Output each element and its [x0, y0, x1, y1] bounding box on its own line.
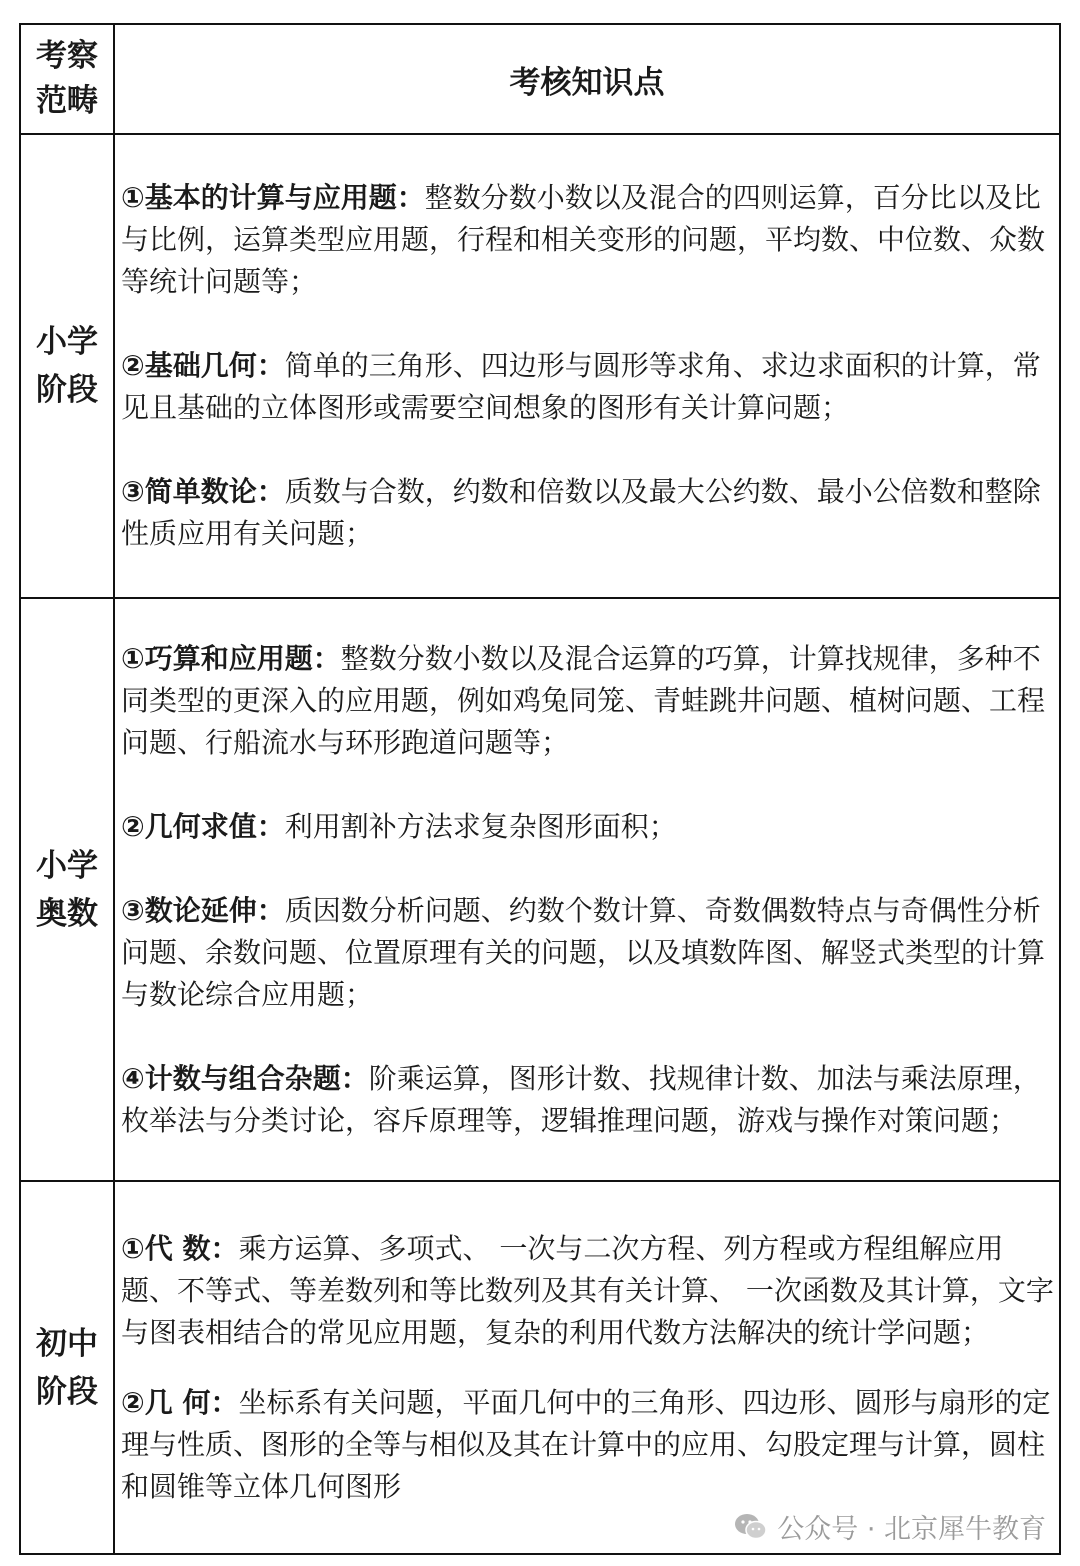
- item-text: 整数分数小数以及混合的四则运算，百分比以及比与比例，运算类型应用题，行程和相关变形的问题，平均数、中位数、众数等统计问题等；: [121, 181, 1046, 298]
- list-item: [121, 1228, 1055, 1354]
- row-category: 小学阶段: [20, 134, 114, 598]
- item-label: ④计数与组合杂题：: [121, 1061, 369, 1095]
- watermark: [733, 1507, 1046, 1546]
- item-text: 坐标系有关问题，平面几何中的三角形、四边形、圆形与扇形的定理与性质、图形的全等与相似及其在计算中的应用、勾股定理与计算，圆柱和圆锥等立体几何图形: [121, 1385, 1051, 1503]
- list-item: [121, 638, 1055, 764]
- row-category: 小学奥数: [20, 598, 114, 1181]
- row-content: [114, 134, 1060, 598]
- knowledge-table: [19, 23, 1061, 1555]
- list-item: [121, 1058, 1055, 1142]
- table-header-row: [20, 24, 1060, 134]
- item-text: 质因数分析问题、约数个数计算、奇数偶数特点与奇偶性分析问题、余数问题、位置原理有关的问题，以及填数阵图、解竖式类型的计算与数论综合应用题；: [121, 893, 1046, 1011]
- wechat-icon: [733, 1512, 769, 1542]
- row-content: [114, 1181, 1060, 1554]
- item-label: ①代 数：: [121, 1231, 239, 1265]
- list-item: [121, 806, 1055, 848]
- row-content: [114, 598, 1060, 1181]
- item-text: 整数分数小数以及混合运算的巧算，计算找规律，多种不同类型的更深入的应用题，例如鸡兔同笼、青蛙跳井问题、植树问题、工程问题、行船流水与环形跑道问题等；: [121, 641, 1046, 759]
- table-row: [20, 598, 1060, 1181]
- item-text: 阶乘运算，图形计数、找规律计数、加法与乘法原理，枚举法与分类讨论，容斥原理等，逻辑推理问题，游戏与操作对策问题；: [121, 1061, 1041, 1137]
- item-label: ②几何求值：: [121, 809, 285, 843]
- item-label: ①巧算和应用题：: [121, 641, 341, 675]
- list-item: [121, 471, 1055, 555]
- item-label: ③简单数论：: [121, 475, 285, 508]
- list-item: [121, 177, 1055, 303]
- table-row: [20, 1181, 1060, 1554]
- header-category: 考察范畴: [20, 24, 114, 134]
- list-item: [121, 1382, 1055, 1508]
- item-text: 简单的三角形、四边形与圆形等求角、求边求面积的计算，常见且基础的立体图形或需要空间想象的图形有关计算问题；: [121, 349, 1041, 424]
- list-item: [121, 345, 1055, 429]
- list-item: [121, 890, 1055, 1016]
- item-text: 乘方运算、多项式、 一次与二次方程、列方程或方程组解应用题、不等式、等差数列和等比数列及其有关计算、 一次函数及其计算，文字与图表相结合的常见应用题，复杂的利用代数方法解决的统计学问题；: [121, 1231, 1054, 1349]
- item-label: ③数论延伸：: [121, 893, 285, 927]
- table-row: [20, 134, 1060, 598]
- row-category: 初中阶段: [20, 1181, 114, 1554]
- item-text: 利用割补方法求复杂图形面积；: [284, 809, 677, 843]
- item-label: ①基本的计算与应用题：: [121, 181, 425, 214]
- item-text: 质数与合数，约数和倍数以及最大公约数、最小公倍数和整除性质应用有关问题；: [121, 475, 1041, 550]
- header-title: 考核知识点: [114, 24, 1060, 134]
- item-label: ②几 何：: [121, 1385, 239, 1419]
- watermark-text: 公众号 · 北京犀牛教育: [777, 1514, 1046, 1545]
- item-label: ②基础几何：: [121, 349, 285, 382]
